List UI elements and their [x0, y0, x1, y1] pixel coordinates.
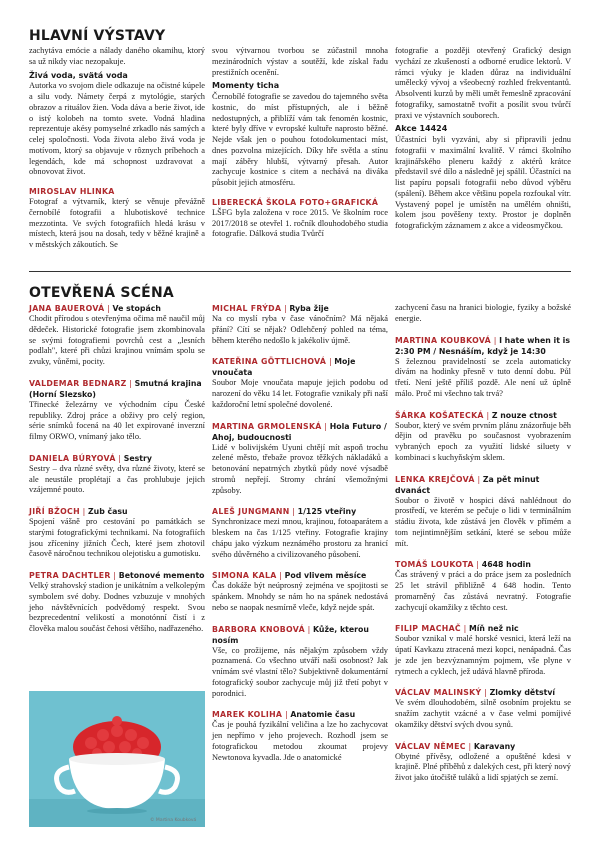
continued-text: zachycení času na hranici biologie, fyziky a božské energie. — [395, 303, 571, 323]
section-title-otevrena-scena: OTEVŘENÁ SCÉNA — [29, 285, 174, 301]
entry-text: Synchronizace mezi mnou, krajinou, fotoaparátem a bleskem na čas 1/125 vteřiny. Fotografie krajiny chápu jako výzkum neznámého prostoru za hranicí svého důvěrného a civilizovaného působení. — [212, 517, 388, 559]
photo-illustration — [29, 691, 205, 827]
entry-artist: FILIP MACHAČ — [395, 624, 461, 634]
entry-heading: VALDEMAR BEDNARZ | Smutná krajina (Horní Slezsko) — [29, 378, 202, 399]
paragraph: zachytáva emócie a nálady daného okamihu, ktorý sa už nikdy viac nezopakuje. — [29, 46, 205, 66]
artist-heading — [29, 186, 205, 197]
entry-title: 4648 hodin — [481, 560, 531, 570]
top-column-2 — [212, 46, 388, 243]
entry-artist: MICHAL FRÝDA — [212, 304, 282, 313]
entry-artist: PETRA DACHTLER — [29, 571, 111, 580]
section-title-hlavni-vystavy: HLAVNÍ VÝSTAVY — [29, 28, 166, 44]
entry-heading: VÁCLAV NĚMEC | Karavany — [395, 741, 516, 751]
entry-title: Pod vlivem měsíce — [284, 571, 367, 581]
exhibit-subtitle: Momenty ticha — [212, 81, 280, 91]
cup-rim — [69, 753, 165, 765]
entry-heading: PETRA DACHTLER | Betonové memento — [29, 571, 205, 580]
entry — [212, 356, 388, 410]
entry-heading: MAREK KOLIHA | Anatomie času — [212, 710, 356, 720]
entry-heading: ALEŠ JUNGMANN | 1/125 vteřiny — [212, 507, 357, 517]
entry — [29, 506, 205, 560]
entry — [29, 303, 205, 368]
artist-heading — [212, 197, 388, 208]
entry-text: Na co myslí ryba v čase vánočním? Má nějaká přání? Cítí se nějak? Odlehčený pohled na téma, během kterého nedošlo k jakékoliv újmě. — [212, 314, 388, 345]
scena-column-1 — [29, 303, 205, 641]
photo-credit: © Martina Koubková — [150, 818, 197, 823]
entry — [395, 410, 571, 464]
cup-shadow — [87, 808, 147, 814]
exhibit-subtitle: Živá voda, svätá voda — [29, 70, 128, 80]
paragraph: Fotograf a výtvarník, který se věnuje převážně černobílé fotografii a hlubotiskové technice mezzotinta. Ve svých fotografiích hledá krásu v místech, která jsou na dosah, tedy v běžné krajině a v městských zákoutích. Se — [29, 197, 205, 249]
entry-text: Čas je pouhá fyzikální veličina a lze ho zachycovat jen nepřímo v jeho projevech. Rozhodl jsem se fotografickou metodou zkoumat projevy Newtonova kyvadla. Jde o anatomické — [212, 720, 388, 762]
entry-text: Velký strahovský stadion je unikátním a velkolepým symbolem své doby. Dodnes vzbuzuje v mnohých jeho návštěvnících podvědomý respekt. Svou bezprecedentní velikostí a monotónní čistí i z člověka malou součást čehosi většího, nadřazeného. — [29, 581, 205, 633]
entry-title: Sestry — [123, 453, 152, 463]
entry — [212, 421, 388, 497]
entry-text: Soubor Moje vnoučata mapuje jejich podobu od narození do věku 14 let. Fotografie vznikaly při naší každoroční letní společné dovolené. — [212, 378, 388, 409]
entry — [395, 687, 571, 730]
entry — [212, 303, 388, 346]
entry-title: Zub času — [87, 507, 128, 516]
entry-text: Spojení vášně pro cestování po památkách se starými fotografickými technikami. Na fotografiích jsou zříceniny jižních Čech, které jsem zhotovil časově náročnou technikou olejotisku a gumotisku. — [29, 517, 205, 559]
entry-text: Soubor vznikal v malé horské vesnici, která leží na úpatí Kavkazu ztracená mezi kopci, nenápadná. Čas je zde jen bezvýznamným pojmem, vše plyne v rytmech a cyklech, jež udává hlavně příroda. — [395, 634, 571, 676]
artist-name: LIBERECKÁ ŠKOLA FOTO+GRAFICKÁ — [212, 197, 379, 207]
artist-name: MIROSLAV HLINKA — [29, 187, 115, 196]
entry — [395, 623, 571, 677]
entry — [395, 474, 571, 550]
entry-title: Zlomky dětství — [489, 688, 556, 698]
entry — [29, 378, 205, 443]
entry-title: Karavany — [473, 741, 516, 751]
entry-artist: VALDEMAR BEDNARZ — [29, 378, 127, 388]
exhibit-subtitle: Akce 14424 — [395, 124, 448, 134]
entry-title: 1/125 vteřiny — [297, 507, 357, 517]
entry — [395, 335, 571, 400]
entry — [212, 624, 388, 700]
paragraph: svou výtvarnou tvorbou se zúčastnil mnoha mezinárodních výstav a soutěží, kde získal řadu prestižních ocenění. — [212, 46, 388, 77]
entry-artist: LENKA KREJČOVÁ — [395, 474, 475, 484]
entry-title: Z nouze ctnost — [491, 410, 557, 420]
entry-artist: VÁCLAV NĚMEC — [395, 741, 466, 751]
entry-title: Hola Futuro / Ahoj, budoucnosti — [212, 421, 387, 442]
entry-artist: DANIELA BÚRYOVÁ — [29, 453, 116, 463]
entry-artist: MARTINA GRMOLENSKÁ — [212, 421, 322, 431]
entry-title: Za pět minut dvanáct — [395, 474, 540, 495]
entry-title: Anatomie času — [290, 710, 356, 720]
entry — [29, 570, 205, 635]
entry-title: Ryba žije — [289, 304, 329, 313]
entry-heading: MICHAL FRÝDA | Ryba žije — [212, 304, 329, 313]
entry-artist: KATEŘINA GÖTTLICHOVÁ — [212, 357, 327, 367]
entry-text: Chodit přírodou s otevřenýma očima mě naučil můj dědeček. Historické fotografie jsem zkombinovala se svými fotografiemi povrchů cest a „lesních podlah", které při chůzi krajinou vnímám spolu se zvuky, vůněmi, pocity. — [29, 314, 205, 366]
entry-text: Soubor, který ve svém prvním plánu znázorňuje běh dějin od pravěku po současnost vyobrazením vybraných epoch za využití lidské siluety v kombinaci s kuchyňským sklem. — [395, 420, 571, 462]
entry — [212, 570, 388, 613]
entry — [29, 453, 205, 496]
paragraph: Účastníci byli vyzváni, aby si připravili jednu fotografii v maximální kvalitě. V rámci školního krajinářského pleneru každý z aktérů krátce představil své dílo a následně jej spálil. Účastníci na list papíru popsali fotografii nebo důvod výběru (spálení). Během akce většinu popela rozfoukal vítr. Vystavený popel je umístěn na umělém ohništi, kolem jsou pověšeny texty. Prostor je doplněn fotografickým záznamem z akce a videosmyčkou. — [395, 135, 571, 230]
entry-text: Lidé v bolivijském Uyuni chtějí mít aspoň trochu zelené město, třebaže provoz těžkých nákladáků a betonování nepatrných zbytků půdy nové výsadbě stromů nepřejí. Stromy chrání všemožnými způsoby. — [212, 442, 388, 495]
entry — [395, 559, 571, 613]
paragraph: Autorka vo svojom diele odkazuje na očistné kúpele a silu vody. Námety čerpá z mytológie, starých obrazov a rituálov žien. Voda dáva a berie život, ide o istý kolobeh na tomto svete. Vodná hladina reprezentuje akésy pomyselné zrkadlo nás samých a celej spoločnosti. Voda života alebo živá voda je motívom, ktorý sa objavuje v rôznych príbehoch a legendách, kde má schopnost uzdravovat a obnovovat život. — [29, 81, 205, 177]
entry-heading: VÁCLAV MALINSKÝ | Zlomky dětství — [395, 688, 556, 698]
entry — [212, 709, 388, 763]
entry-text: Čas dokáže být neúprosný zejména ve spojitosti se spánkem. Mnohdy se nám ho na spánek nedostává nebo se naopak nesmírně vleče, když nejde spát. — [212, 581, 388, 612]
entry-heading: LENKA KREJČOVÁ | Za pět minut dvanáct — [395, 474, 540, 495]
entry-text: Třinecké železárny ve východním cípu České republiky. Zdroj práce a obživy pro celý region, série snímků focená na 40 let expirované inverzní filmy ORWO, vnímaný jako tělo. — [29, 399, 205, 441]
entry-title: Míň než nic — [469, 624, 519, 634]
entry-heading: MARTINA GRMOLENSKÁ | Hola Futuro / Ahoj, budoucnosti — [212, 421, 387, 442]
entry-heading: JIŘÍ BŽOCH | Zub času — [29, 507, 128, 516]
entry-title: Smutná krajina (Horní Slezsko) — [29, 378, 202, 399]
entry-heading: BARBORA KNOBOVÁ | Kůže, kterou nosím — [212, 624, 369, 645]
entry-artist: TOMÁŠ LOUKOTA — [395, 560, 474, 570]
currants-cup-photo — [29, 691, 205, 827]
entry-heading: JANA BAUEROVÁ | Ve stopách — [29, 304, 161, 313]
section-divider — [29, 271, 571, 272]
entry-text: Obytné přívěsy, odložené a opuštěné kdesi v krajině. Plné příběhů z dalekých cest, při který nový život jako útočiště tuláků a lidí spjatých se zemí. — [395, 751, 571, 782]
entry-heading: TOMÁŠ LOUKOTA | 4648 hodin — [395, 560, 531, 570]
entry-artist: JANA BAUEROVÁ — [29, 304, 105, 313]
entry-heading: KATEŘINA GÖTTLICHOVÁ | Moje vnoučata — [212, 357, 356, 378]
entry-artist: JIŘÍ BŽOCH — [29, 507, 80, 516]
paragraph: LŠFG byla založena v roce 2015. Ve školním roce 2017/2018 se otevřel 1. ročník dlouhodobého studia fotografie. Dálková studia Tvůrčí — [212, 207, 388, 239]
entry-text: Sestry – dva různé světy, dva různé životy, které se ale neustále proplétají a čas prohlubuje jejich vzájemné pouto. — [29, 463, 205, 495]
top-column-1 — [29, 46, 205, 254]
entry-heading: FILIP MACHAČ | Míň než nic — [395, 624, 519, 634]
scena-column-2 — [212, 303, 388, 769]
entry-text: Čas strávený v práci a do práce jsem za posledních 25 let strávil přibližně 4 648 hodin. Tento promarněný čas zůstává nevratný. Fotografie zachycují okamžiky z těchto cest. — [395, 570, 571, 612]
top-column-3 — [395, 46, 571, 235]
entry-artist: SIMONA KALA — [212, 571, 277, 581]
entry-heading: DANIELA BÚRYOVÁ | Sestry — [29, 453, 152, 463]
entry-text: Vše, co prožijeme, nás nějakým způsobem vždy poznamená. Co všechno utváří naši osobnost? Jak vnímám své vlastní tělo? Subjektivně dokumentární fotografický soubor zachycuje můj již třetí pobyt v porodnici. — [212, 645, 388, 698]
entry-artist: MAREK KOLIHA — [212, 710, 283, 720]
entry-title: I hate when it is 2:30 PM / Nesnáším, když je 14:30 — [395, 335, 570, 356]
paragraph: Černobílé fotografie se zavedou do tajemného světa kostnic, do míst přístupných, ale i běžně nedostupných, a přiblíží vám tak fenomén kostnic, které byly dříve v evropské kultuře naprosto běžné. Nejde však jen o pouhou fotodokumentaci míst, dnes pozvolna mizejících. Díky hře světla a stínu mají záběry hlubší, výtvarný přesah. Autor zachycuje kostnice s citem a nechává na diváka působit jejich atmosféru. — [212, 92, 388, 187]
entry — [395, 741, 571, 784]
entry-title: Ve stopách — [112, 304, 161, 313]
entry-artist: BARBORA KNOBOVÁ — [212, 624, 305, 634]
scena-column-3 — [395, 303, 571, 790]
entry-heading: MARTINA KOUBKOVÁ | I hate when it is 2:30 PM / Nesnáším, když je 14:30 — [395, 335, 570, 356]
paragraph: fotografie a později otevřený Grafický design vychází ze zkušeností a odborné erudice lektorů. V rámci výuky je kladen důraz na individuální umělecký vývoj a všeobecný rozhled frekventantů. Absolventi kurzů by měli umět řemeslně zpracování fotografiky, samostatně tvořit a posílit svou tvůrčí praxi ve výstavních souborech. — [395, 46, 571, 120]
entry-text: Soubor o životě v hospici dává nahlédnout do prostředí, ve kterém se pečuje o lidi v terminálním stádiu života, kde zůstává jen člověk v přímém a tom nejintimnějším setkání, které se sebou může mít. — [395, 495, 571, 548]
entry-heading: SIMONA KALA | Pod vlivem měsíce — [212, 571, 367, 581]
entry — [212, 506, 388, 560]
entry-title: Moje vnoučata — [212, 357, 356, 378]
entry-text: S železnou pravidelností se zcela automaticky dívám na hodinky přesně v tuto denní dobu. Půl třetí. Není ještě příliš pozdě. Ale není už úplně málo. Proč mi všechno tak trvá? — [395, 356, 571, 398]
entry-artist: VÁCLAV MALINSKÝ — [395, 688, 482, 698]
entry-title: Kůže, kterou nosím — [212, 624, 369, 645]
entry-artist: ALEŠ JUNGMANN — [212, 507, 290, 517]
entry-artist: MARTINA KOUBKOVÁ — [395, 335, 491, 345]
entry-title: Betonové memento — [118, 571, 205, 580]
entry-heading: ŠÁRKA KOŠATECKÁ | Z nouze ctnost — [395, 410, 557, 420]
entry-text: Ve svém dlouhodobém, silně osobním projektu se snažím zachytit vzácné a v čase velmi pomíjivé okamžiky dětství svých dvou synů. — [395, 698, 571, 729]
entry-artist: ŠÁRKA KOŠATECKÁ — [395, 410, 484, 420]
